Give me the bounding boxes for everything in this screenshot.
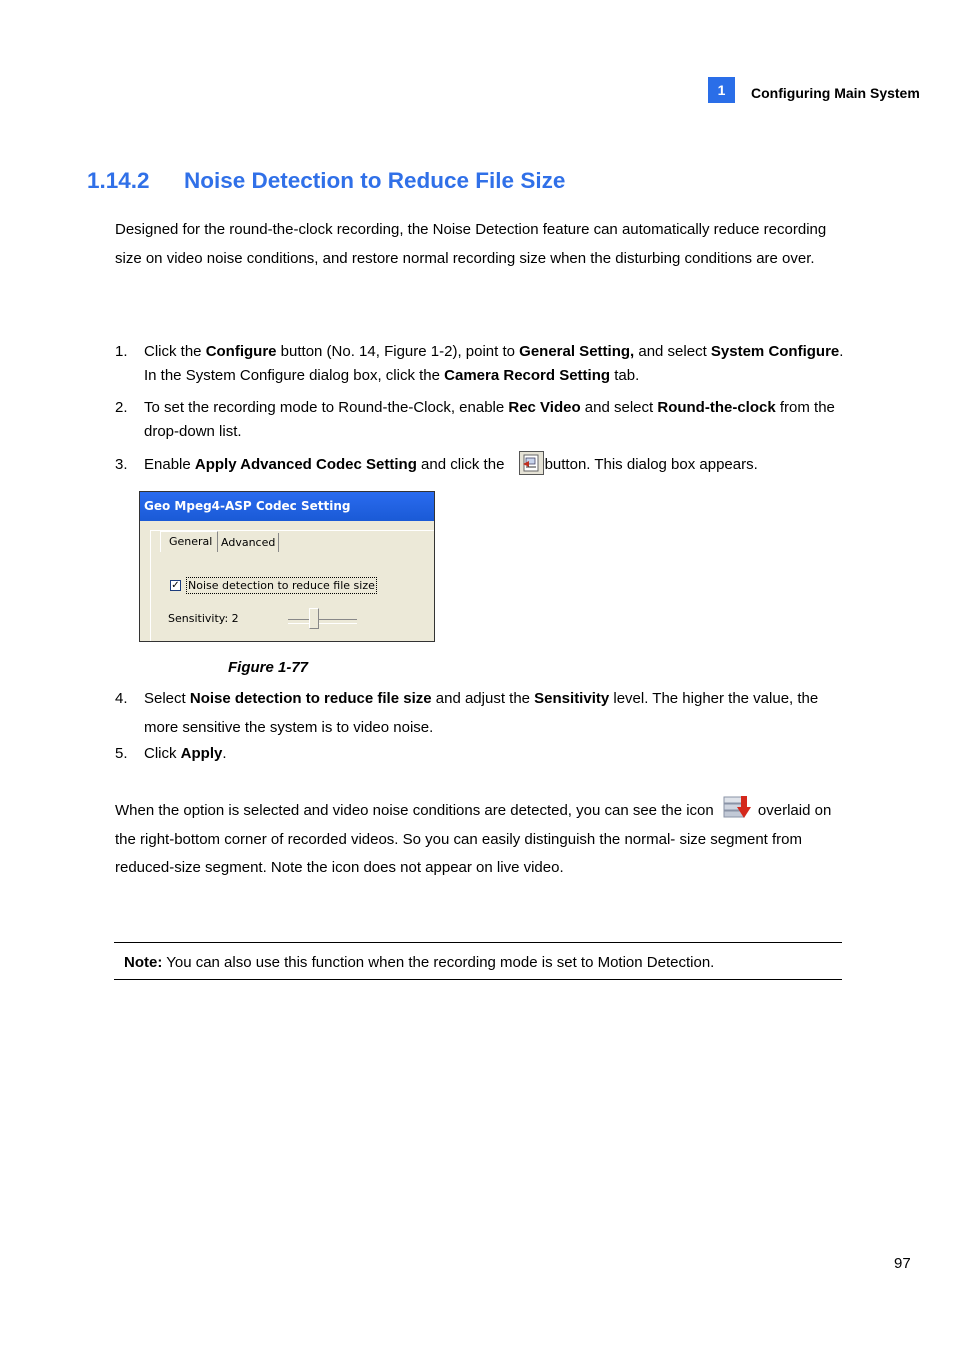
chapter-number-badge: 1 — [708, 77, 735, 103]
tab-advanced[interactable]: Advanced — [218, 533, 279, 552]
step-number: 1. — [115, 343, 128, 360]
codec-setting-dialog — [139, 491, 435, 642]
step-text: Select Noise detection to reduce file size and adjust the Sensitivity level. The higher the value, the more sensitive the system is to video noise. — [144, 690, 819, 736]
figure-caption: Figure 1-77 — [228, 659, 309, 676]
tab-general[interactable]: General — [160, 531, 218, 552]
section-number: 1.14.2 — [87, 168, 150, 193]
step-5 — [115, 742, 845, 768]
dialog-title: Geo Mpeg4-ASP Codec Setting — [140, 492, 434, 521]
step-3 — [115, 453, 845, 479]
sensitivity-slider-thumb[interactable] — [309, 608, 319, 629]
noise-icon-paragraph: When the option is selected and video noise conditions are detected, you can see the icon overlaid on the right-bottom corner of recorded videos. So you can easily distinguish the normal- size segment from reduced-size segment. Note the icon does not appear on live video. — [115, 797, 845, 883]
intro-paragraph: Designed for the round-the-clock recording, the Noise Detection feature can automatically reduce recording size on video noise conditions, and restore normal recording size when the disturbing conditions are over. — [115, 221, 827, 267]
step-text: Enable Apply Advanced Codec Setting and click the button. This dialog box appears. — [144, 453, 844, 477]
section-title: Noise Detection to Reduce File Size — [184, 168, 566, 193]
step-number: 5. — [115, 745, 128, 762]
step-2 — [115, 396, 845, 444]
step-number: 4. — [115, 690, 128, 707]
step-number: 3. — [115, 456, 128, 473]
page-number: 97 — [894, 1255, 911, 1272]
step-text: Click Apply. — [144, 745, 227, 762]
reduced-size-icon — [722, 794, 754, 822]
step-text: Click the Configure button (No. 14, Figure 1-2), point to General Setting, and select System Configure. In the System Configure dialog box, click the Camera Record Setting tab. — [144, 343, 844, 384]
note-text: Note: You can also use this function when the recording mode is set to Motion Detection. — [124, 954, 715, 971]
step-4 — [115, 684, 845, 742]
step-1 — [115, 340, 845, 388]
dialog-body — [150, 530, 435, 641]
noise-detection-checkbox[interactable]: ✓ — [171, 580, 180, 591]
codec-settings-icon — [519, 451, 544, 475]
note-box — [114, 942, 842, 980]
step-text: To set the recording mode to Round-the-Clock, enable Rec Video and select Round-the-clock from the drop-down list. — [144, 399, 835, 440]
note-label: Note: — [124, 954, 163, 971]
chapter-title: Configuring Main System — [751, 85, 920, 101]
sensitivity-slider-track[interactable] — [288, 619, 357, 624]
sensitivity-label: Sensitivity: 2 — [168, 612, 239, 625]
step-number: 2. — [115, 399, 128, 416]
noise-detection-label[interactable]: Noise detection to reduce file size — [188, 579, 375, 592]
section-heading — [87, 168, 565, 194]
